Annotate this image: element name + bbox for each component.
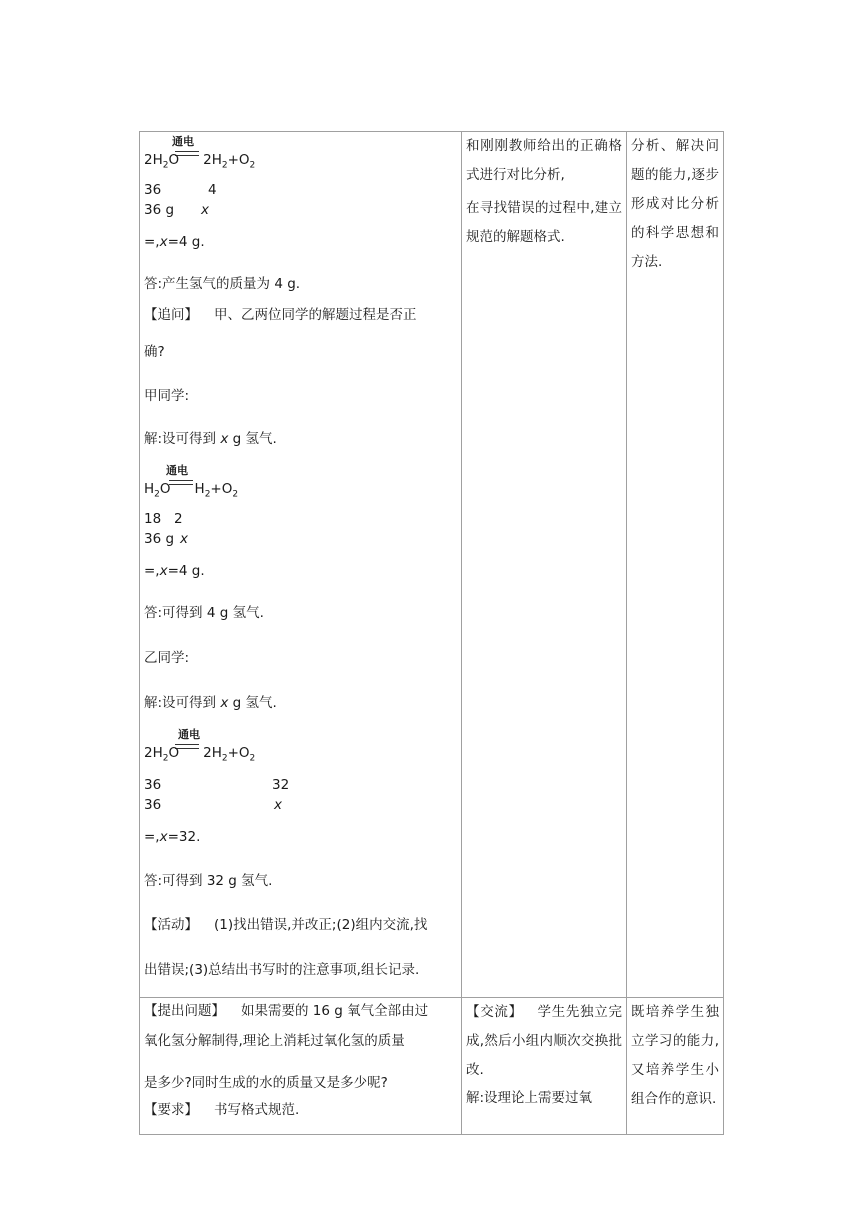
mass-value: 36 — [144, 182, 162, 198]
mass-ratio-block — [144, 180, 457, 220]
reaction-condition: 通电 — [178, 728, 200, 741]
mass-value: 32 — [272, 777, 290, 793]
question-line-3: 是多少?同时生成的水的质量又是多少呢? — [144, 1075, 388, 1091]
student-activity-cell — [462, 132, 627, 998]
result-line: =,x=4 g. — [144, 234, 205, 250]
question-line-2: 氧化氢分解制得,理论上消耗过氧化氢的质量 — [144, 1033, 405, 1049]
student-activity-cell — [462, 998, 627, 1135]
solve-line: 解:设可得到 x g 氢气. — [144, 695, 277, 711]
paragraph: 分析、解决问题的能力,逐步形成对比分析的科学思想和方法. — [631, 138, 719, 270]
answer-line: 答:可得到 32 g 氢气. — [144, 873, 273, 889]
design-intent-cell — [627, 132, 724, 998]
student-jia-label: 甲同学: — [144, 388, 190, 404]
activity-line-2: 出错误;(3)总结出书写时的注意事项,组长记录. — [144, 962, 420, 978]
lesson-plan-table — [139, 131, 724, 1135]
reaction-condition: 通电 — [172, 135, 194, 148]
process-cell — [140, 998, 462, 1135]
mass-ratio-block — [144, 775, 457, 815]
paragraph: 既培养学生独立学习的能力,又培养学生小组合作的意识. — [631, 1004, 719, 1107]
table-row — [140, 998, 724, 1135]
given-value: 36 — [144, 797, 162, 813]
chemical-equation — [144, 136, 457, 170]
process-cell — [140, 132, 462, 998]
mass-value: 36 — [144, 777, 162, 793]
requirement-line: 【要求】 书写格式规范. — [144, 1102, 300, 1118]
given-value: 36 g — [144, 202, 175, 218]
design-intent-cell — [627, 998, 724, 1135]
mass-value: 4 — [208, 182, 217, 198]
paragraph: 在寻找错误的过程中,建立规范的解题格式. — [466, 200, 622, 245]
given-value: 36 g — [144, 531, 175, 547]
unknown-variable: x — [180, 531, 188, 547]
mass-value: 2 — [174, 511, 183, 527]
equation-formula: $2H_2O$ $2H_2+O_2$ — [144, 745, 256, 764]
student-yi-label: 乙同学: — [144, 650, 190, 666]
unknown-variable: x — [201, 202, 209, 218]
mass-ratio-block — [144, 509, 457, 549]
mass-value: 18 — [144, 511, 162, 527]
chemical-equation — [144, 729, 457, 763]
equation-formula: $2H_2O$ $2H_2+O_2$ — [144, 152, 256, 171]
equation-formula: $H_2O$ $H_2+O_2$ — [144, 481, 239, 500]
activity-line: 【活动】 (1)找出错误,并改正;(2)组内交流,找 — [144, 917, 428, 933]
paragraph: 和刚刚教师给出的正确格式进行对比分析, — [466, 138, 622, 183]
question-line: 【提出问题】 如果需要的 16 g 氧气全部由过 — [144, 1003, 429, 1019]
answer-line: 答:可得到 4 g 氢气. — [144, 605, 264, 621]
reaction-condition: 通电 — [166, 464, 188, 477]
result-line: =,x=32. — [144, 829, 201, 845]
answer-line: 答:产生氢气的质量为 4 g. — [144, 276, 301, 292]
result-line: =,x=4 g. — [144, 563, 205, 579]
unknown-variable: x — [274, 797, 282, 813]
chemical-equation — [144, 465, 457, 499]
followup-line-2: 确? — [144, 344, 165, 360]
followup-line: 【追问】 甲、乙两位同学的解题过程是否正 — [144, 307, 417, 323]
solve-line: 解:设可得到 x g 氢气. — [144, 431, 277, 447]
table-row — [140, 132, 724, 998]
paragraph: 解:设理论上需要过氧 — [466, 1090, 593, 1106]
paragraph: 【交流】 学生先独立完成,然后小组内顺次交换批改. — [466, 1004, 623, 1078]
